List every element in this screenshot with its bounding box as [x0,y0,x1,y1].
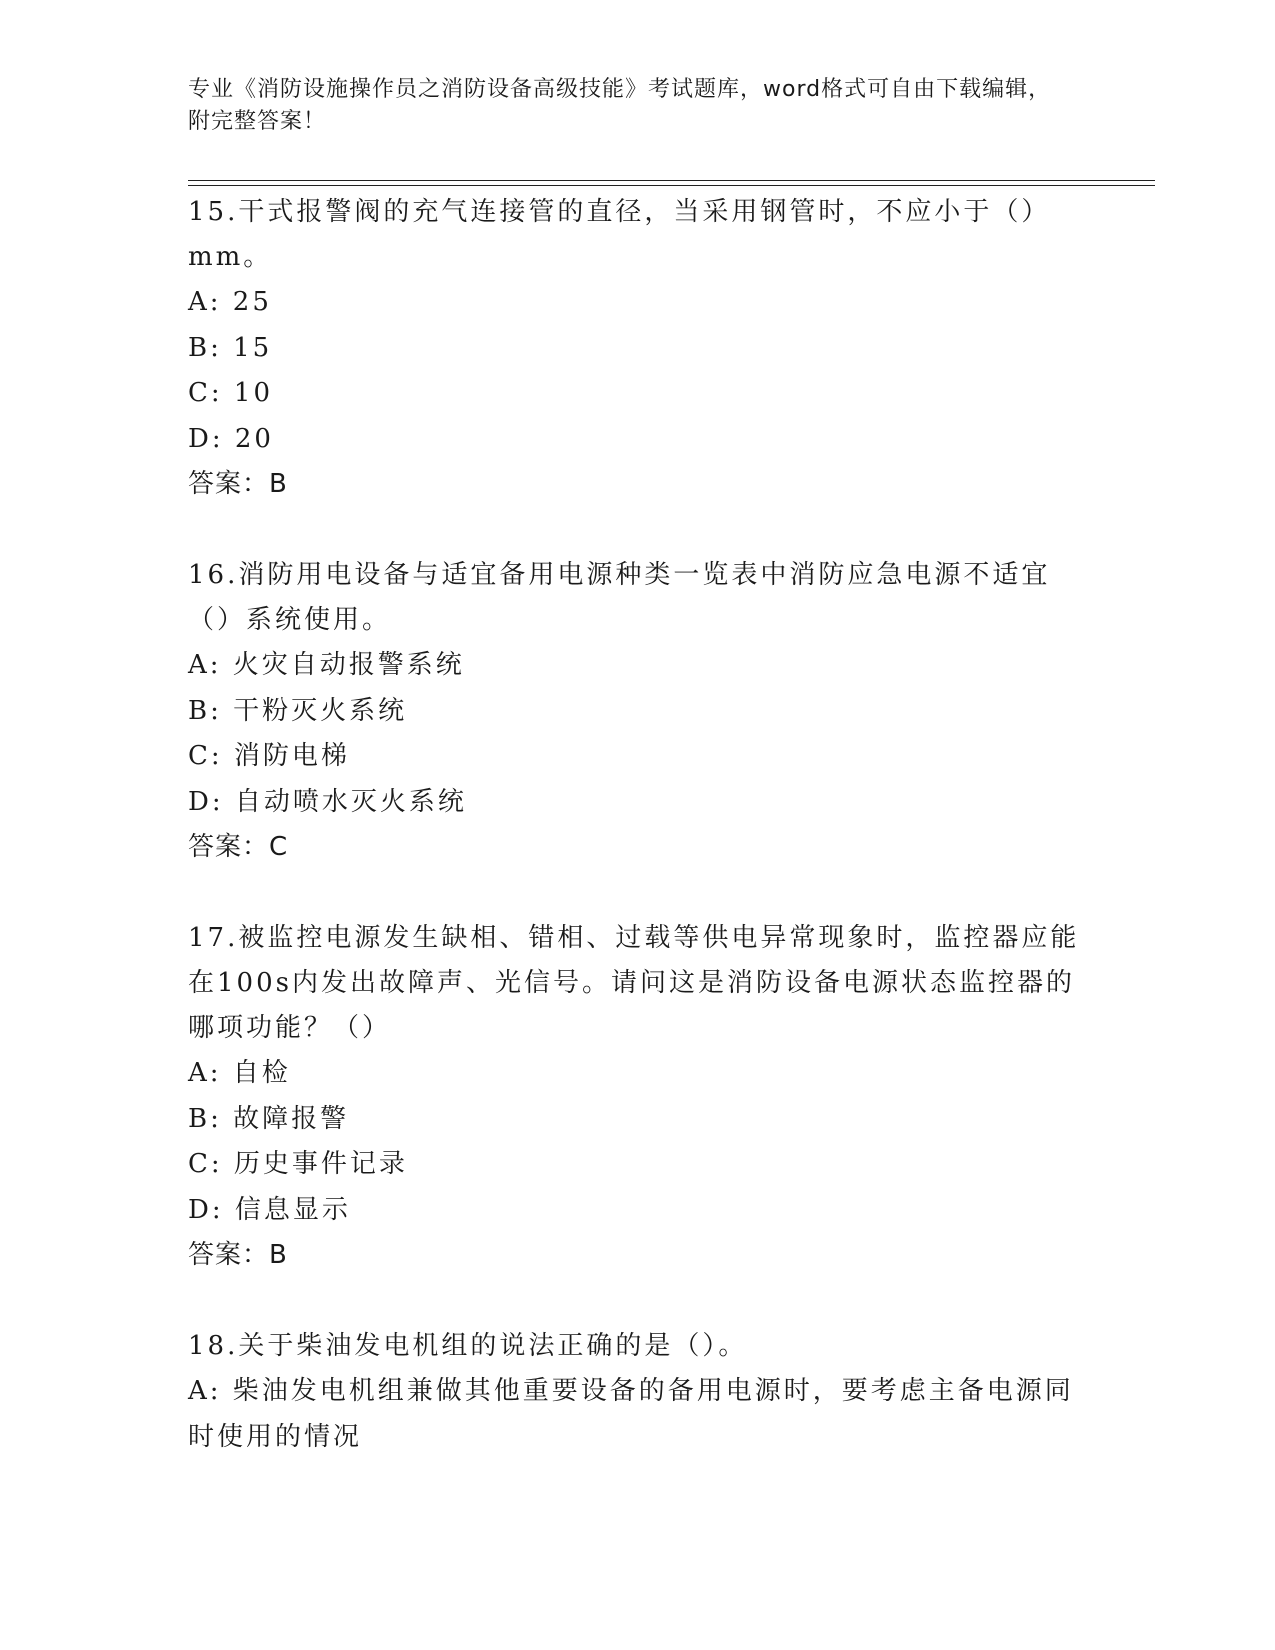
question-17 [188,916,1088,1278]
header-divider-bottom [188,185,1155,186]
option-a: A: 自检 [188,1058,291,1088]
option-a: A: 柴油发电机组兼做其他重要设备的备用电源时，要考虑主备电源同时使用的情况 [188,1376,1074,1452]
question-spacer [188,870,1088,916]
question-18 [188,1324,1088,1460]
header-divider-top [188,180,1155,181]
answer-label: 答案：B [188,469,288,499]
document-header: 专业《消防设施操作员之消防设备高级技能》考试题库，word格式可自由下载编辑，附完整答案！ [188,77,1052,134]
question-title: 18.关于柴油发电机组的说法正确的是（）。 [188,1331,748,1361]
answer-label: 答案：C [188,832,289,862]
question-list [188,190,1088,1460]
question-title: 15.干式报警阀的充气连接管的直径，当采用钢管时，不应小于（）mm。 [188,197,1051,272]
option-c: C: 10 [188,378,274,408]
option-b: B: 故障报警 [188,1103,350,1134]
option-d: D: 信息显示 [188,1194,351,1225]
question-title: 17.被监控电源发生缺相、错相、过载等供电异常现象时，监控器应能在100s内发出故障声、光信号。请问这是消防设备电源状态监控器的哪项功能？（） [188,923,1080,1043]
option-d: D: 20 [188,423,274,454]
question-16 [188,553,1088,870]
option-b: B: 干粉灭火系统 [188,695,408,726]
question-15 [188,190,1088,507]
option-c: C: 历史事件记录 [188,1149,408,1179]
option-a: A: 火灾自动报警系统 [188,650,465,680]
option-b: B: 15 [188,332,273,363]
option-c: C: 消防电梯 [188,741,350,771]
question-spacer [188,507,1088,553]
answer-label: 答案：B [188,1240,288,1270]
question-title: 16.消防用电设备与适宜备用电源种类一览表中消防应急电源不适宜（）系统使用。 [188,560,1051,635]
option-d: D: 自动喷水灭火系统 [188,786,467,817]
question-spacer [188,1278,1088,1324]
option-a: A: 25 [188,287,272,317]
